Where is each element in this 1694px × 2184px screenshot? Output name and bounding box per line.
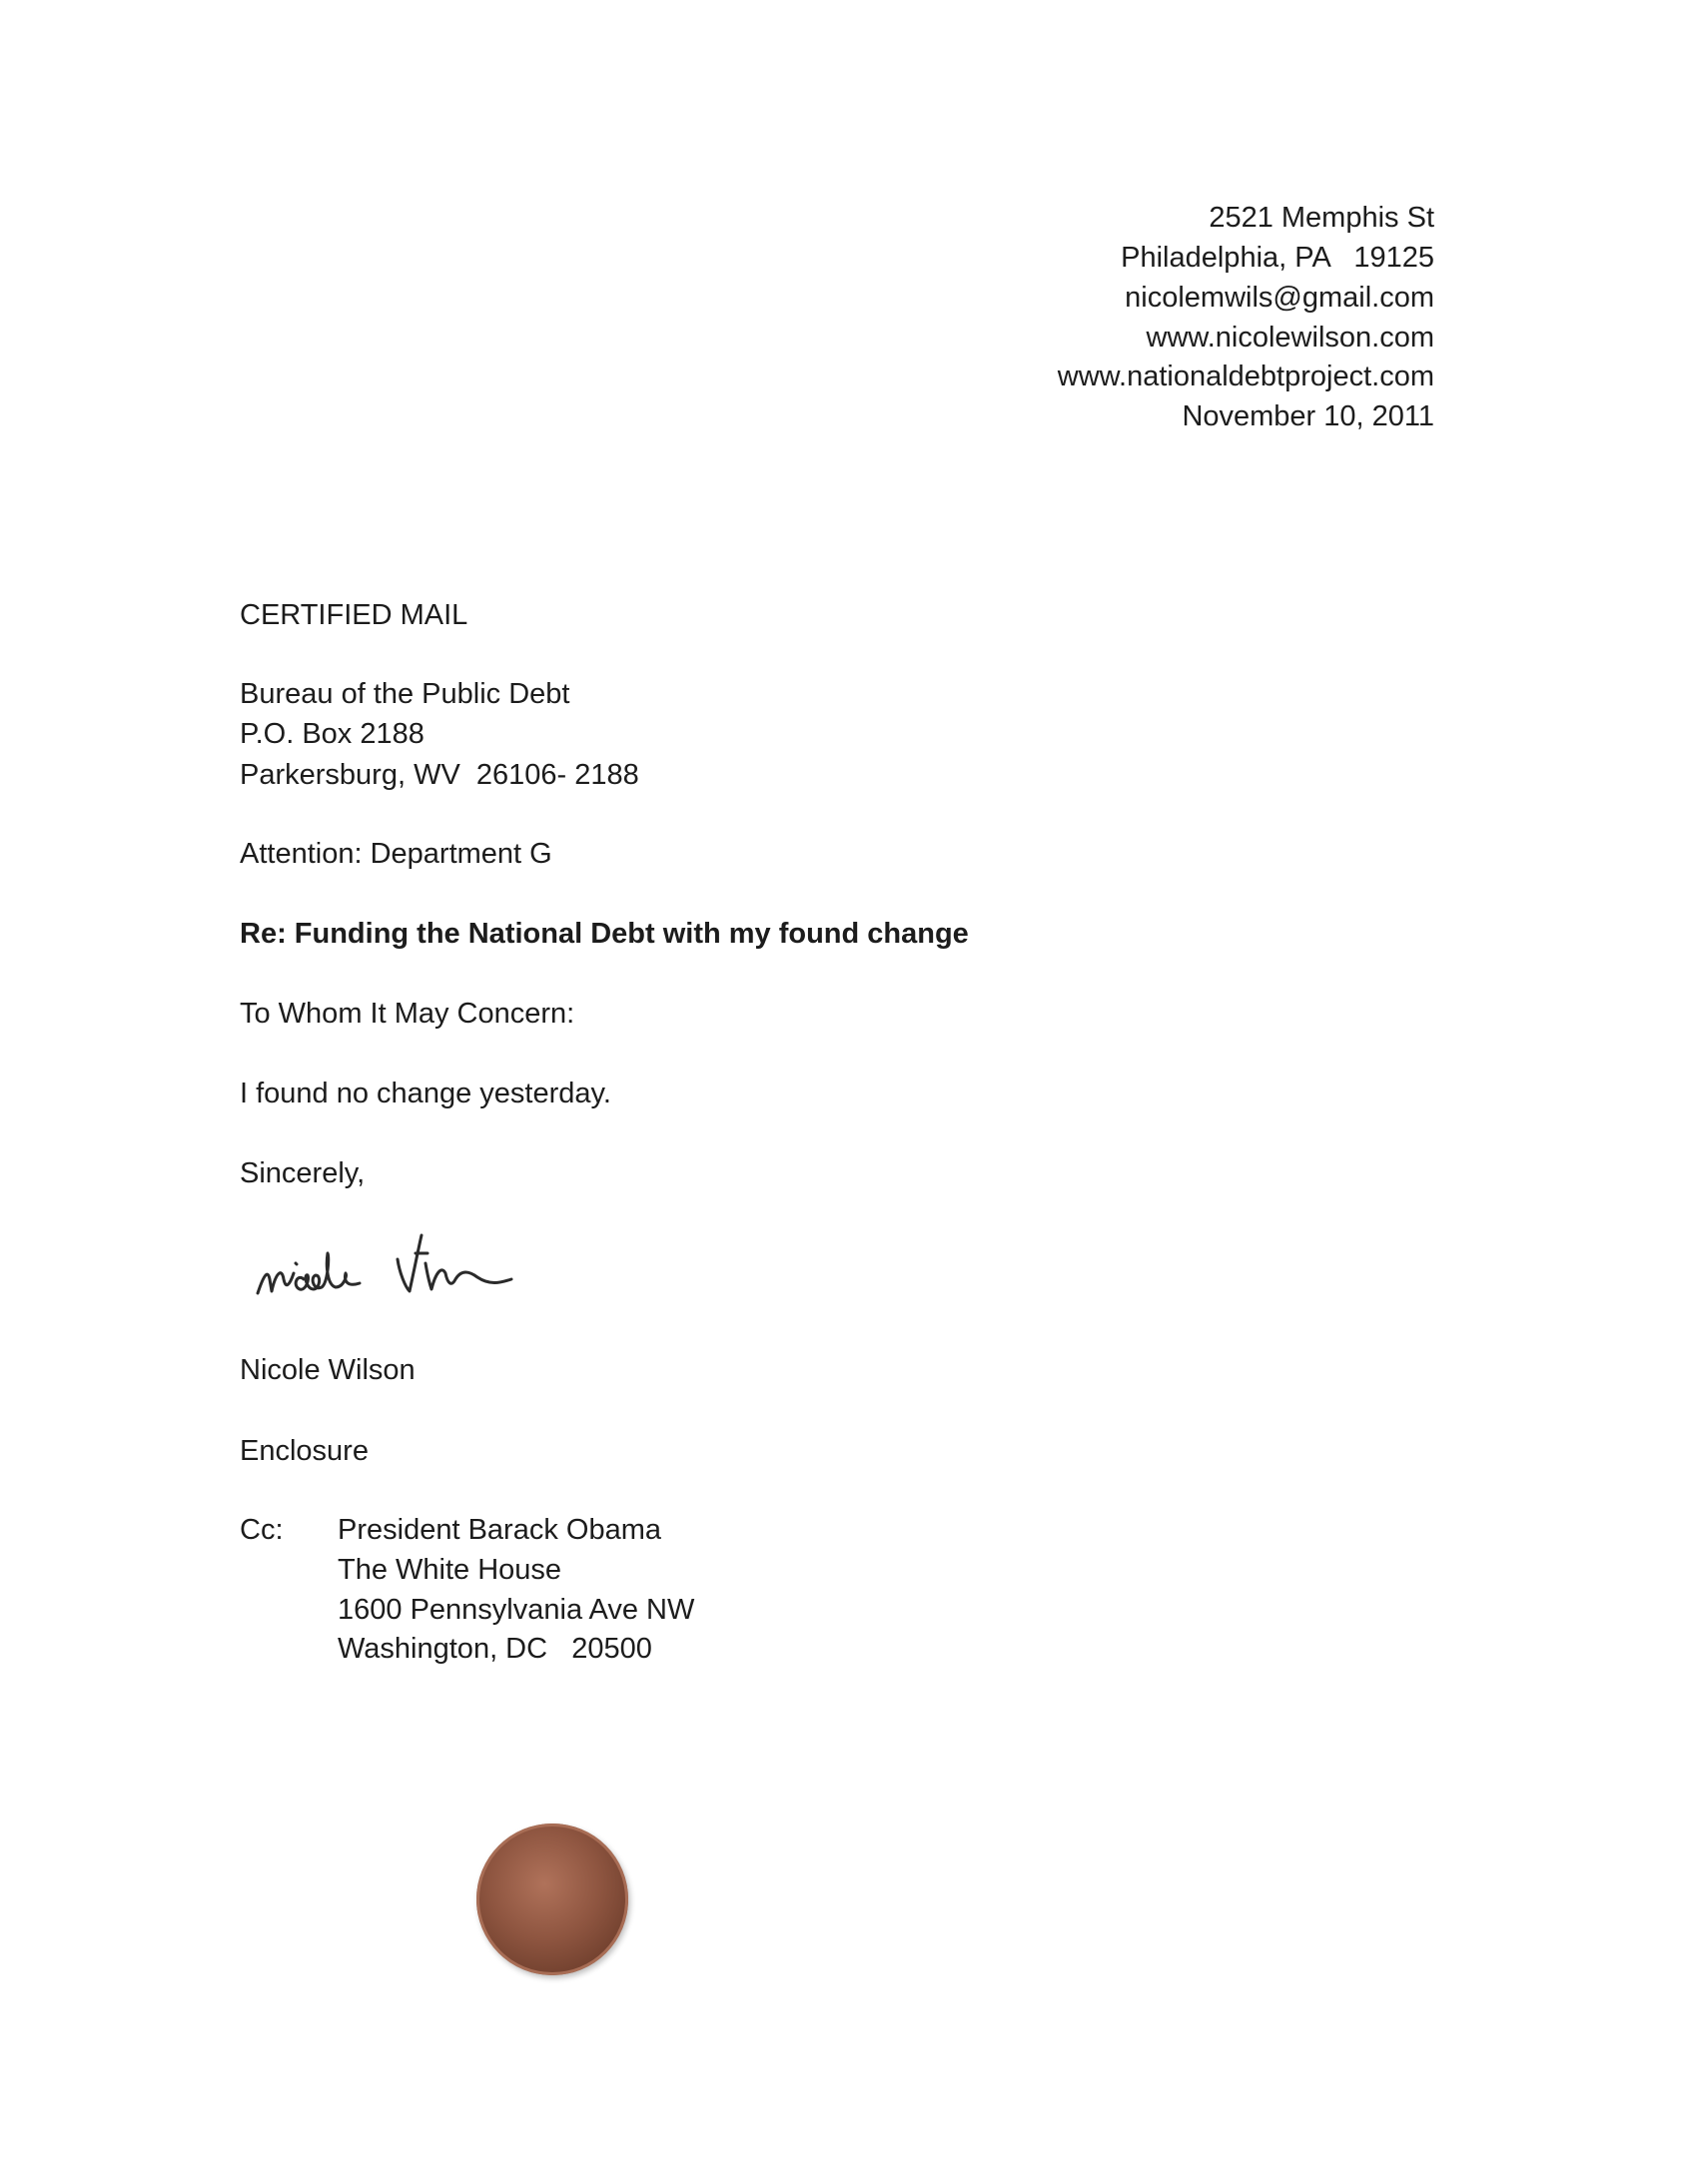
cc-line: President Barack Obama — [338, 1514, 661, 1546]
sender-street: 2521 Memphis St — [1209, 202, 1434, 234]
sender-website-2: www.nationaldebtproject.com — [1057, 361, 1434, 392]
enclosure-note: Enclosure — [240, 1435, 369, 1467]
sender-email: nicolemwils@gmail.com — [1125, 282, 1434, 314]
delivery-method: CERTIFIED MAIL — [240, 599, 468, 631]
signature — [250, 1213, 629, 1303]
letter-body: I found no change yesterday. — [240, 1078, 611, 1109]
recipient-name: Bureau of the Public Debt — [240, 678, 570, 710]
closing: Sincerely, — [240, 1157, 366, 1189]
subject-line: Re: Funding the National Debt with my found change — [240, 918, 969, 950]
signer-name: Nicole Wilson — [240, 1354, 416, 1386]
cc-line: The White House — [338, 1554, 562, 1586]
attention-line: Attention: Department G — [240, 838, 552, 870]
sender-city: Philadelphia, PA 19125 — [1121, 242, 1434, 274]
cc-line: 1600 Pennsylvania Ave NW — [338, 1594, 695, 1626]
sender-website: www.nicolewilson.com — [1146, 322, 1434, 354]
cc-label: Cc: — [240, 1514, 284, 1546]
recipient-city: Parkersburg, WV 26106- 2188 — [240, 759, 639, 791]
penny-coin-image — [476, 1823, 628, 1975]
recipient-po-box: P.O. Box 2188 — [240, 718, 424, 750]
letter-date: November 10, 2011 — [1182, 400, 1434, 432]
cc-line: Washington, DC 20500 — [338, 1633, 652, 1665]
salutation: To Whom It May Concern: — [240, 998, 575, 1030]
